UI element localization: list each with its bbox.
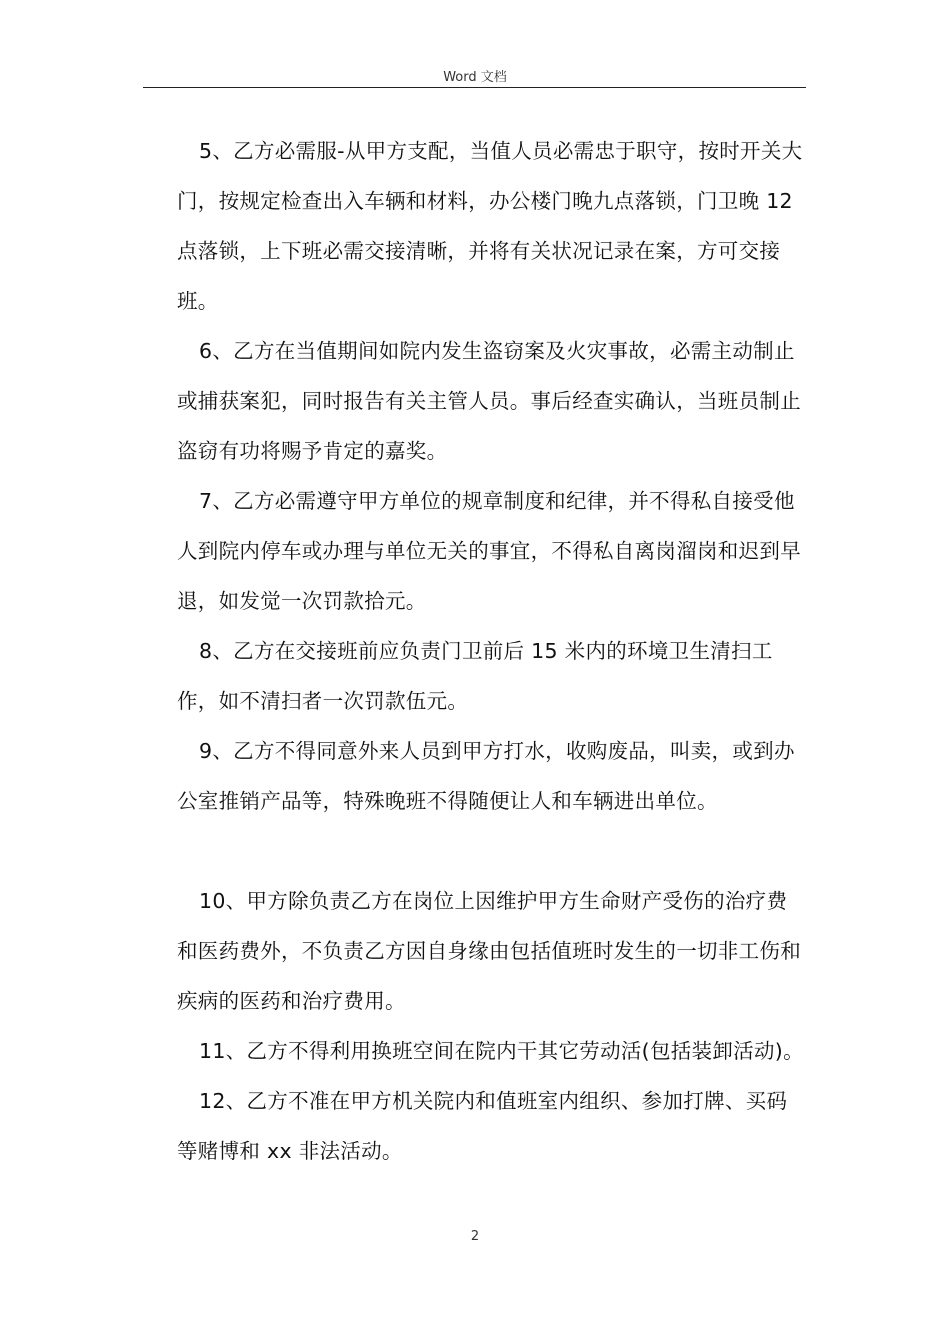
page-number: 2 xyxy=(470,1229,480,1244)
page-header: Word 文档 xyxy=(443,70,507,85)
clause-6: 6、乙方在当值期间如院内发生盗窃案及火灾事故，必需主动制止或捕获案犯，同时报告有关主管人员。事后经查实确认，当班员制止盗窃有功将赐予肯定的嘉奖。 xyxy=(177,339,801,463)
clause-10: 10、甲方除负责乙方在岗位上因维护甲方生命财产受伤的治疗费和医药费外，不负责乙方因自身缘由包括值班时发生的一切非工伤和疾病的医药和治疗费用。 xyxy=(177,889,801,1013)
clause-5: 5、乙方必需服-从甲方支配，当值人员必需忠于职守，按时开关大门，按规定检查出入车辆和材料，办公楼门晚九点落锁，门卫晚 12 点落锁，上下班必需交接清晰，并将有关状况记录在案，方可交接班。 xyxy=(177,139,803,313)
clause-9: 9、乙方不得同意外来人员到甲方打水，收购废品，叫卖，或到办公室推销产品等，特殊晚班不得随便让人和车辆进出单位。 xyxy=(177,739,795,813)
blank-line xyxy=(177,826,807,876)
clause-12: 12、乙方不准在甲方机关院内和值班室内组织、参加打牌、买码等赌博和 xx 非法活动。 xyxy=(177,1089,788,1163)
document-body xyxy=(177,126,807,1176)
clause-8: 8、乙方在交接班前应负责门卫前后 15 米内的环境卫生清扫工作，如不清扫者一次罚款伍元。 xyxy=(177,639,773,713)
header-divider xyxy=(143,87,806,88)
clause-7: 7、乙方必需遵守甲方单位的规章制度和纪律，并不得私自接受他人到院内停车或办理与单位无关的事宜，不得私自离岗溜岗和迟到早退，如发觉一次罚款拾元。 xyxy=(177,489,801,613)
clause-11: 11、乙方不得利用换班空间在院内干其它劳动活(包括装卸活动)。 xyxy=(199,1039,804,1063)
